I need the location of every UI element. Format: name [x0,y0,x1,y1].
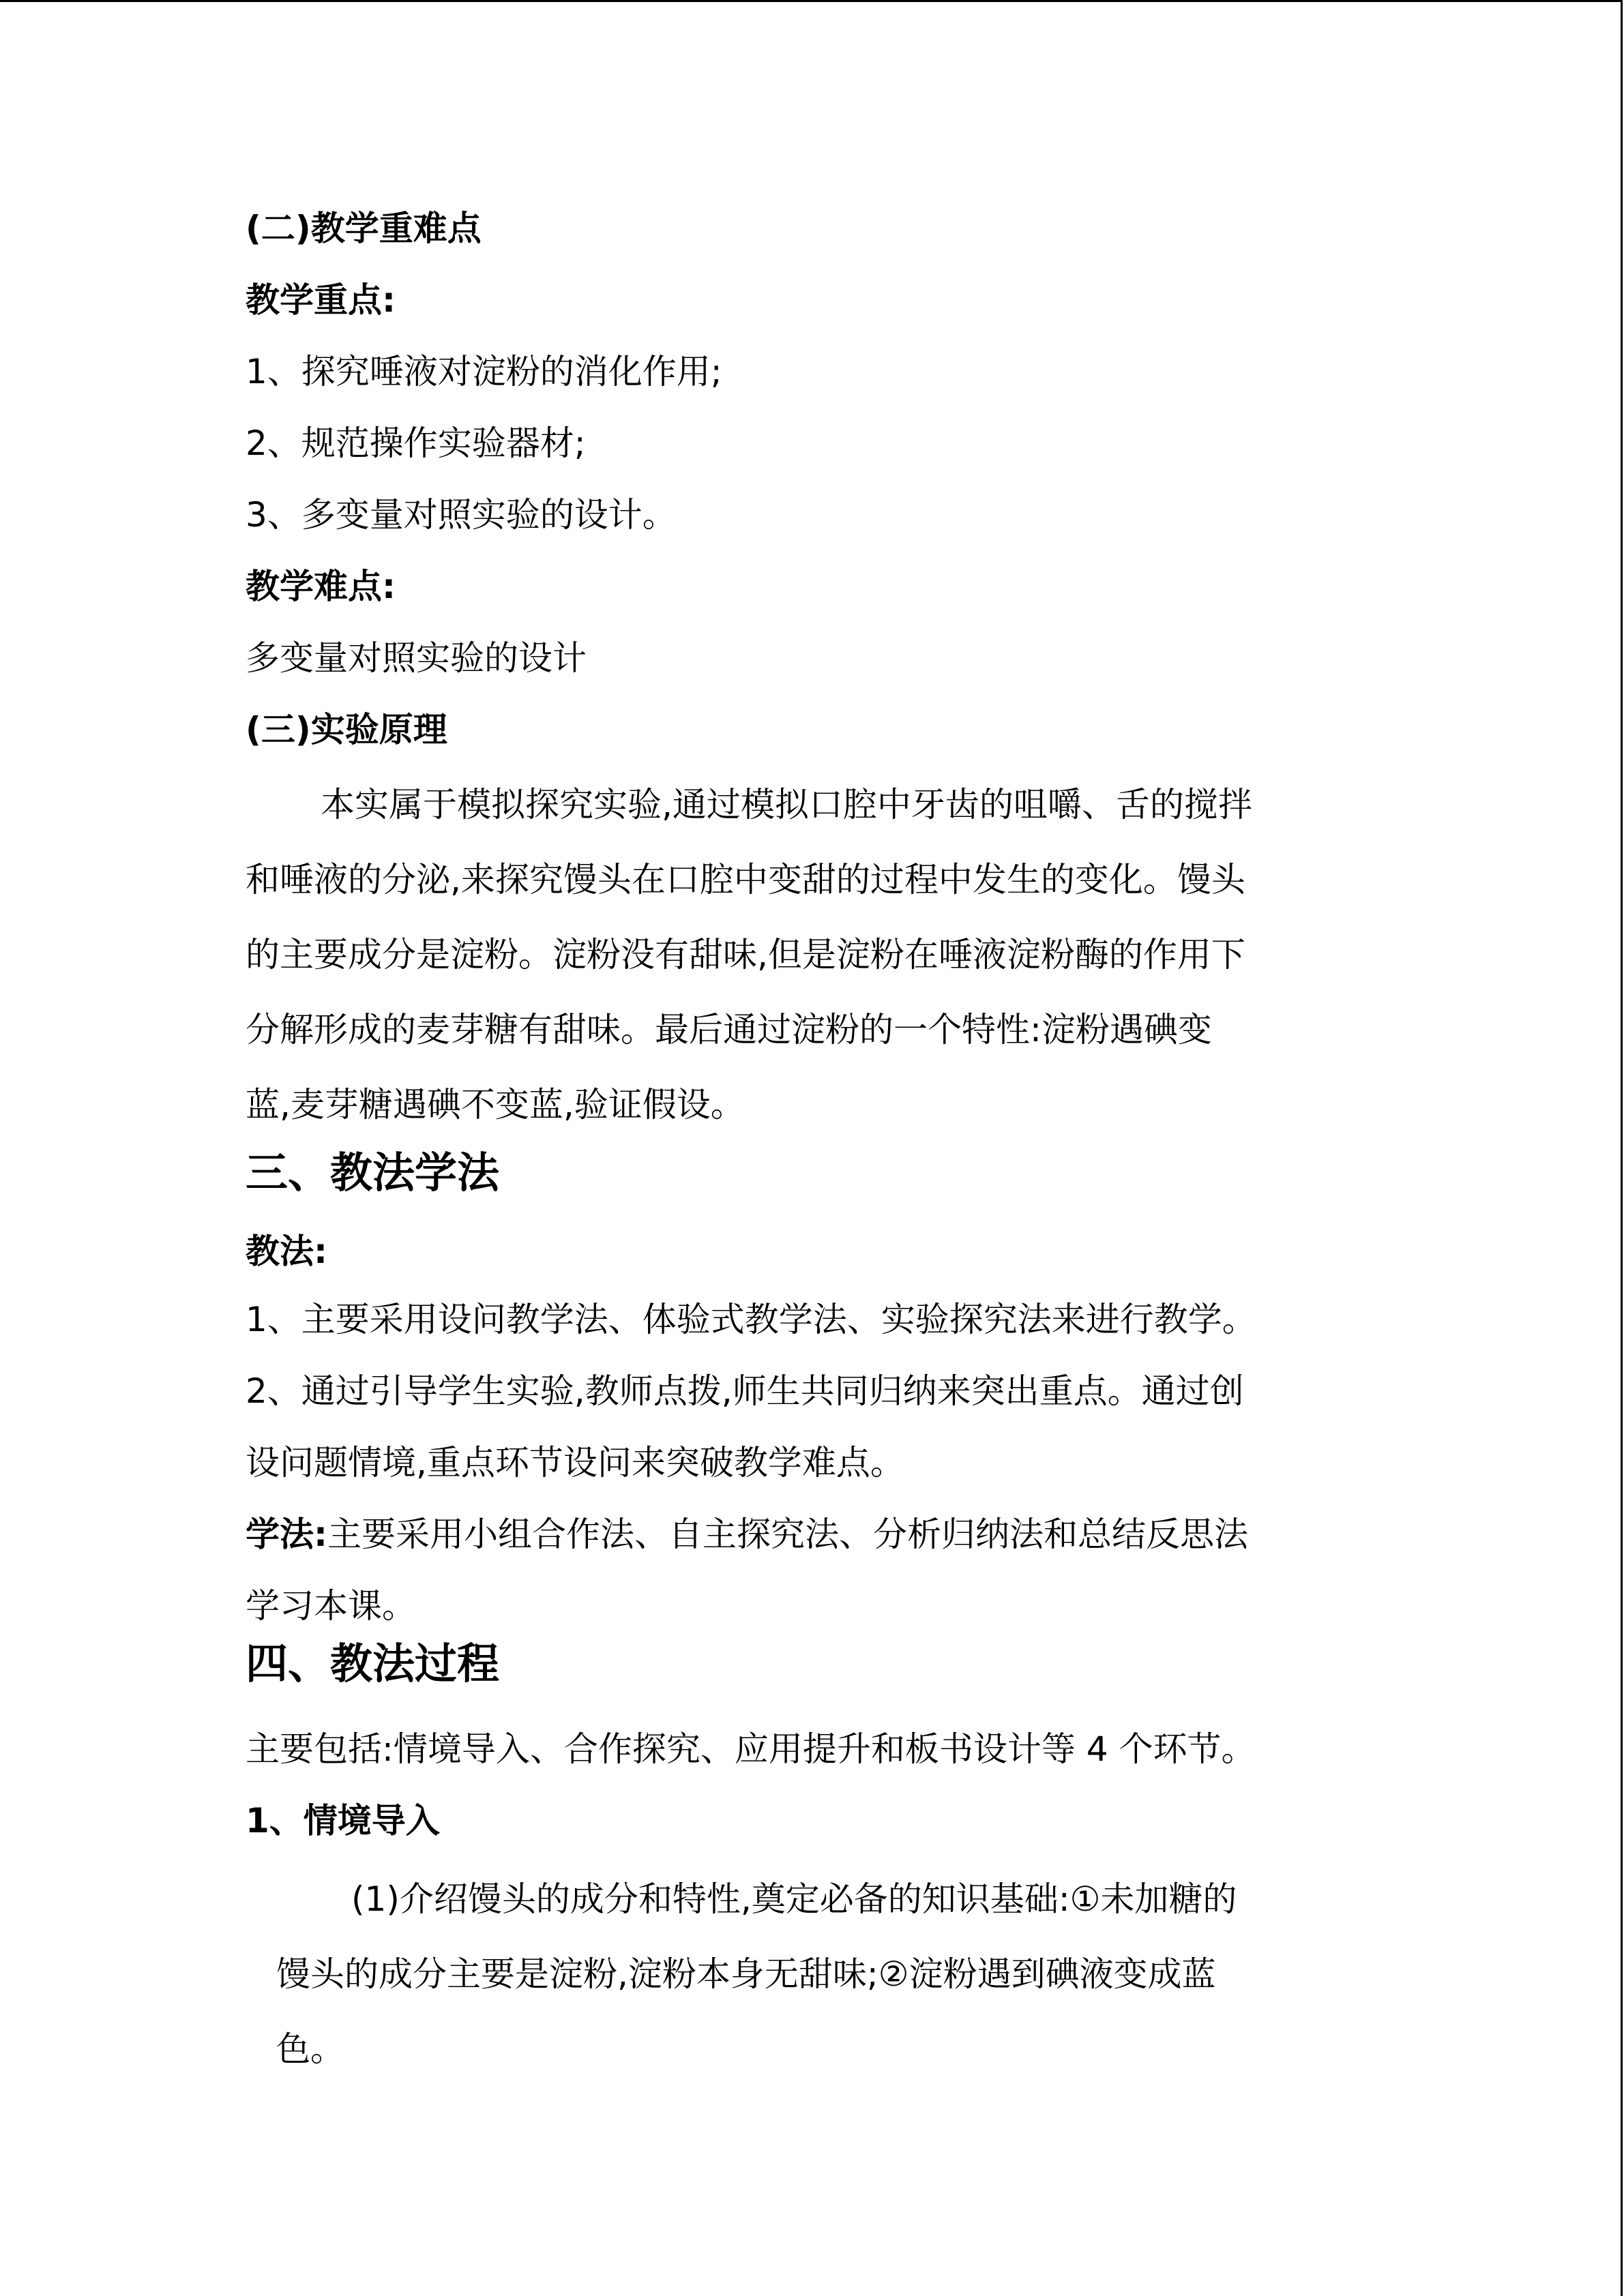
principle-line-5: 蓝,麦芽糖遇碘不变蓝,验证假设。 [246,1085,745,1124]
learning-method-text: 主要采用小组合作法、自主探究法、分析归纳法和总结反思法 [327,1515,1248,1554]
learning-method-label: 学法: [246,1515,327,1554]
difficult-points-label: 教学难点: [246,567,396,606]
key-points-label: 教学重点: [246,280,396,320]
principle-line-2: 和唾液的分泌,来探究馒头在口腔中变甜的过程中发生的变化。馒头 [246,860,1245,899]
teaching-method-1: 1、主要采用设问教学法、体验式教学法、实验探究法来进行教学。 [246,1300,1256,1339]
step1-heading: 1、情境导入 [246,1801,440,1840]
key-point-1: 1、探究唾液对淀粉的消化作用; [246,352,722,391]
process-heading: 四、教法过程 [246,1639,500,1688]
methods-heading: 三、教法学法 [246,1148,500,1197]
learning-method-line-2: 学习本课。 [246,1586,416,1626]
step1-line-2: 馒头的成分主要是淀粉,淀粉本身无甜味;②淀粉遇到碘液变成蓝 [276,1954,1216,1994]
process-summary: 主要包括:情境导入、合作探究、应用提升和板书设计等 4 个环节。 [246,1729,1256,1769]
principle-line-4: 分解形成的麦芽糖有甜味。最后通过淀粉的一个特性:淀粉遇碘变 [246,1010,1212,1049]
difficult-point: 多变量对照实验的设计 [246,638,587,678]
step1-line-3: 色。 [276,2029,344,2069]
key-point-2: 2、规范操作实验器材; [246,423,586,463]
teaching-method-2: 2、通过引导学生实验,教师点拨,师生共同归纳来突出重点。通过创 [246,1371,1244,1411]
principle-heading: (三)实验原理 [246,710,447,749]
teaching-method-3: 设问题情境,重点环节设问来突破教学难点。 [246,1443,904,1482]
difficulties-heading: (二)教学重难点 [246,209,482,248]
step1-line-1: (1)介绍馒头的成分和特性,奠定必备的知识基础:①未加糖的 [351,1879,1237,1919]
learning-method-line-1 [246,1510,1248,1558]
key-point-3: 3、多变量对照实验的设计。 [246,495,677,535]
principle-line-3: 的主要成分是淀粉。淀粉没有甜味,但是淀粉在唾液淀粉酶的作用下 [246,935,1245,974]
principle-line-1: 本实属于模拟探究实验,通过模拟口腔中牙齿的咀嚼、舌的搅拌 [321,785,1252,824]
teaching-method-label: 教法: [246,1232,327,1271]
